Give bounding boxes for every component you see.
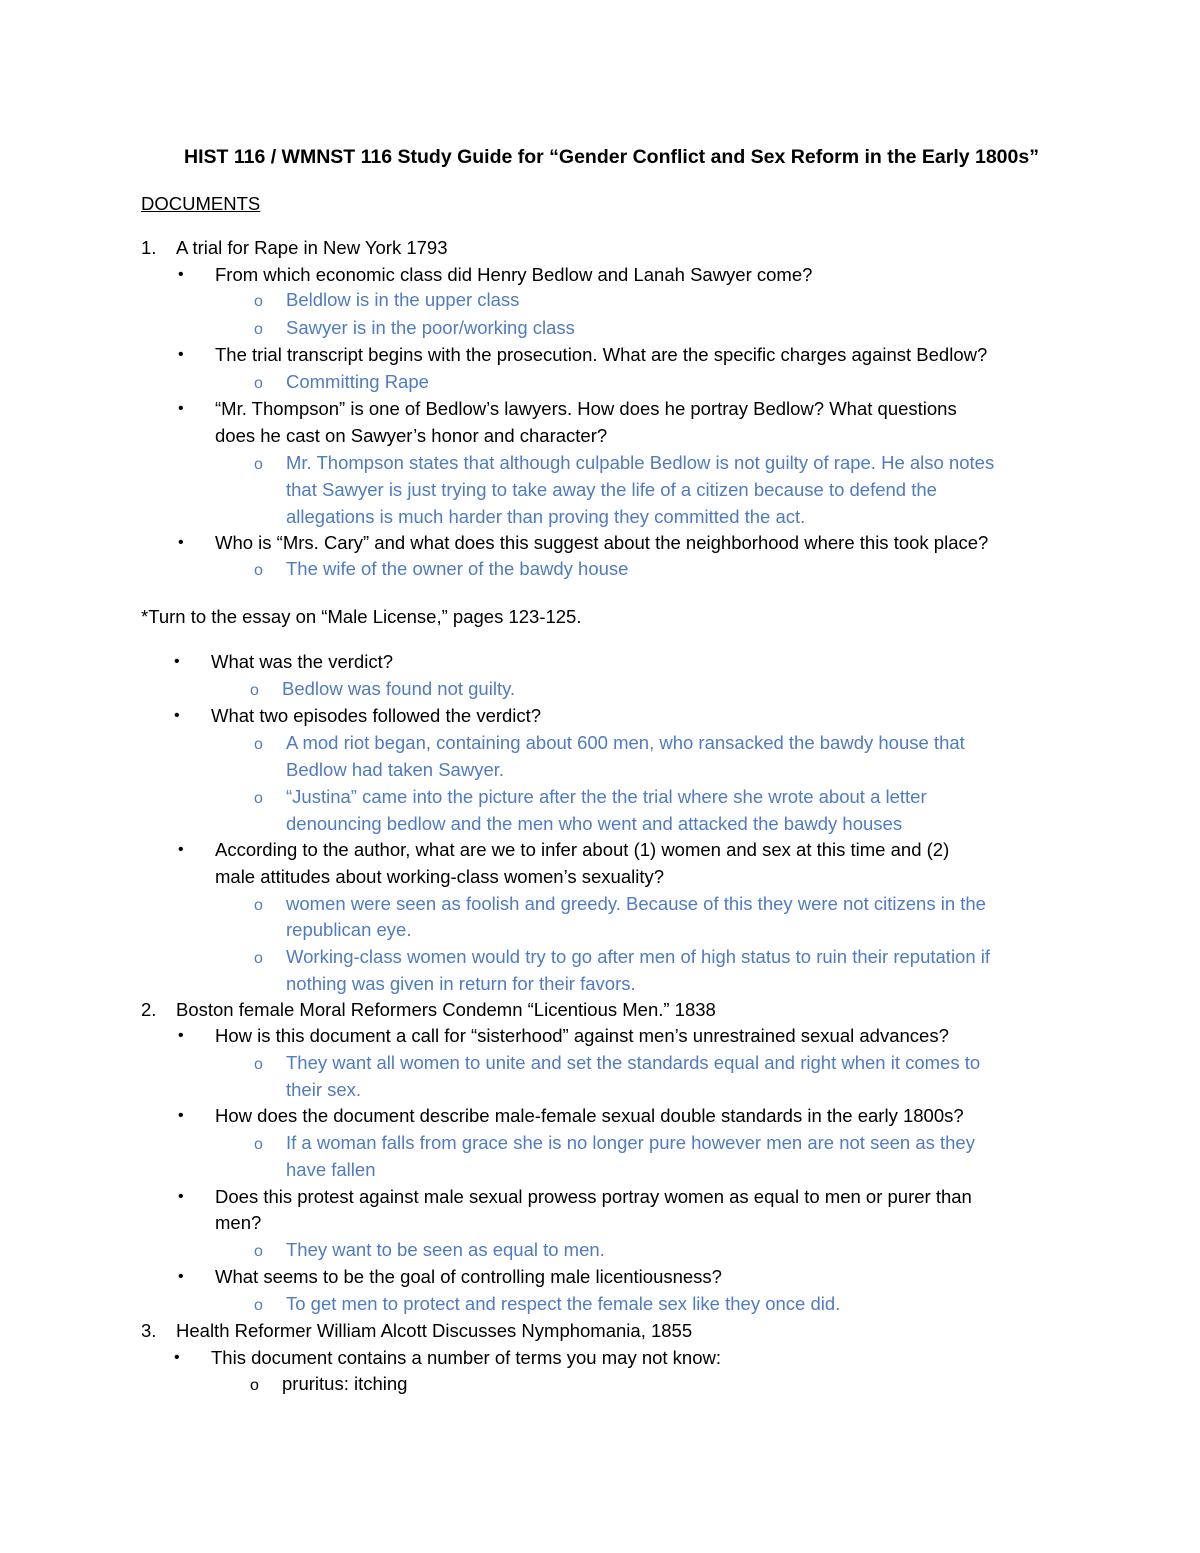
answer: A mod riot began, containing about 600 men, who ransacked the bawdy house that [286,732,965,753]
doc2-heading: Boston female Moral Reformers Condemn “Licentious Men.” 1838 [176,999,716,1020]
sub-bullet-icon: o [254,736,263,753]
answer: They want all women to unite and set the standards equal and right when it comes to [286,1052,981,1073]
question: Does this protest against male sexual prowess portray women as equal to men or purer than [215,1186,972,1207]
answer: their sex. [286,1079,362,1100]
sub-bullet-icon: o [254,1136,263,1153]
question: From which economic class did Henry Bedlow and Lanah Sawyer come? [215,264,813,285]
answer: Working-class women would try to go after men of high status to ruin their reputation if [286,946,991,967]
bullet-icon: • [178,1268,184,1285]
answer: Sawyer is in the poor/working class [286,317,575,338]
question: What two episodes followed the verdict? [211,705,542,726]
bullet-icon: • [178,400,184,417]
sub-bullet-icon: o [254,950,263,967]
question: This document contains a number of terms you may not know: [211,1347,722,1368]
sub-bullet-icon: o [254,375,263,392]
bullet-icon: • [178,266,184,283]
sub-bullet-icon: o [254,1297,263,1314]
answer: Bedlow was found not guilty. [282,678,516,699]
answer: Bedlow had taken Sawyer. [286,759,505,780]
list-number: 2. [141,999,157,1020]
question: “Mr. Thompson” is one of Bedlow’s lawyers. How does he portray Bedlow? What questions [215,398,957,419]
sub-bullet-icon: o [254,897,263,914]
answer: If a woman falls from grace she is no longer pure however men are not seen as they [286,1132,975,1153]
sub-bullet-icon: o [254,790,263,807]
question: According to the author, what are we to infer about (1) women and sex at this time and (2) [215,839,950,860]
answer: To get men to protect and respect the female sex like they once did. [286,1293,841,1314]
answer: “Justina” came into the picture after the the trial where she wrote about a letter [286,786,927,807]
question: Who is “Mrs. Cary” and what does this suggest about the neighborhood where this took place? [215,532,989,553]
bullet-icon: • [174,707,180,724]
answer: republican eye. [286,919,412,940]
answer: denouncing bedlow and the men who went and attacked the bawdy houses [286,813,903,834]
bullet-icon: • [178,534,184,551]
question: What was the verdict? [211,651,393,672]
sub-bullet-icon: o [254,321,263,338]
sub-bullet-icon: o [254,562,263,579]
doc1-heading: A trial for Rape in New York 1793 [176,237,448,258]
answer: Committing Rape [286,371,429,392]
bullet-icon: • [174,1349,180,1366]
answer: Beldlow is in the upper class [286,289,520,310]
question: How is this document a call for “sisterhood” against men’s unrestrained sexual advances? [215,1025,949,1046]
bullet-icon: • [178,1027,184,1044]
list-number: 3. [141,1320,157,1341]
page-title: HIST 116 / WMNST 116 Study Guide for “Gender Conflict and Sex Reform in the Early 1800s” [184,146,1039,168]
answer: The wife of the owner of the bawdy house [286,558,629,579]
bullet-icon: • [178,346,184,363]
sub-bullet-icon: o [254,293,263,310]
answer: women were seen as foolish and greedy. Because of this they were not citizens in the [286,893,986,914]
doc3-heading: Health Reformer William Alcott Discusses Nymphomania, 1855 [176,1320,693,1341]
bullet-icon: • [178,1107,184,1124]
term-definition: pruritus: itching [282,1373,408,1394]
sub-bullet-icon: o [250,1377,259,1394]
answer: that Sawyer is just trying to take away the life of a citizen because to defend the [286,479,937,500]
sub-bullet-icon: o [254,1056,263,1073]
answer: nothing was given in return for their favors. [286,973,636,994]
section-heading: DOCUMENTS [141,193,261,214]
answer: allegations is much harder than proving they committed the act. [286,506,806,527]
answer: Mr. Thompson states that although culpable Bedlow is not guilty of rape. He also notes [286,452,995,473]
question: The trial transcript begins with the prosecution. What are the specific charges against Bedlow? [215,344,988,365]
sub-bullet-icon: o [254,456,263,473]
bullet-icon: • [174,653,180,670]
question: men? [215,1212,262,1233]
answer: have fallen [286,1159,376,1180]
bullet-icon: • [178,841,184,858]
bullet-icon: • [178,1188,184,1205]
question: male attitudes about working-class women’s sexuality? [215,866,665,887]
question: What seems to be the goal of controlling male licentiousness? [215,1266,722,1287]
list-number: 1. [141,237,157,258]
essay-note: *Turn to the essay on “Male License,” pages 123-125. [141,606,582,627]
sub-bullet-icon: o [254,1243,263,1260]
sub-bullet-icon: o [250,682,259,699]
answer: They want to be seen as equal to men. [286,1239,605,1260]
question: How does the document describe male-female sexual double standards in the early 1800s? [215,1105,964,1126]
question: does he cast on Sawyer’s honor and character? [215,425,608,446]
